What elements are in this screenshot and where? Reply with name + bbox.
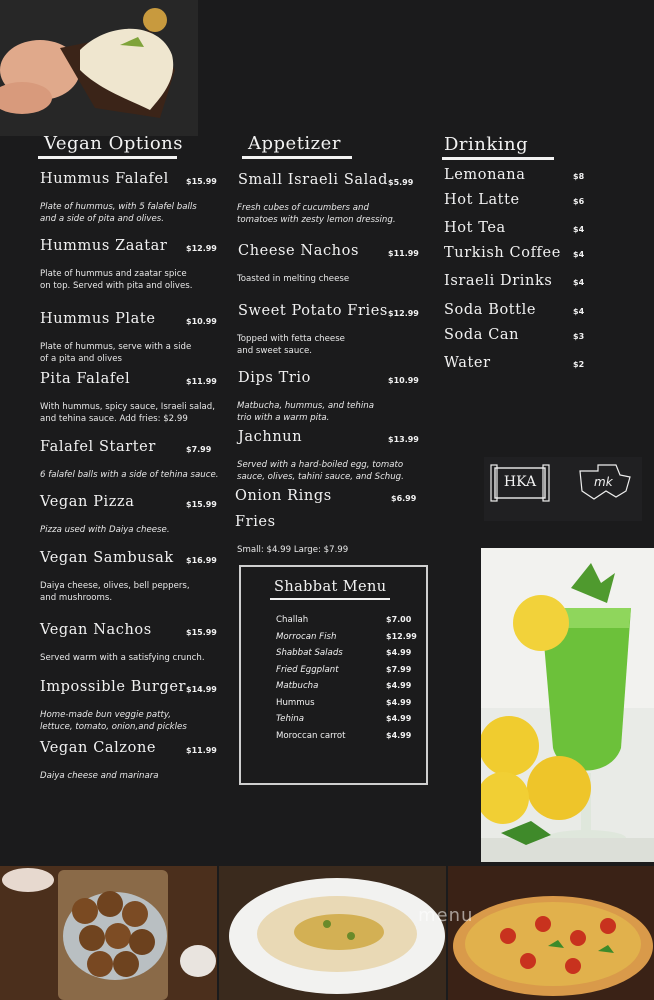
appetizer-item-name: Jachnun [238, 429, 303, 445]
shabbat-item-name: Matbucha [276, 681, 319, 691]
vegan-item-name: Vegan Pizza [40, 494, 135, 510]
vegan-item-name: Impossible Burger [40, 679, 187, 695]
drink-item-price: $4 [573, 250, 585, 259]
appetizer-item-description: Matbucha, hummus, and tehina [237, 401, 374, 411]
shabbat-item-name: Tehina [276, 714, 305, 724]
vegan-item-description: With hummus, spicy sauce, Israeli salad, [40, 402, 215, 412]
vegan-item-description: Plate of hummus, with 5 falafel balls [40, 202, 197, 212]
drink-item-name: Turkish Coffee [444, 245, 561, 261]
shabbat-item-price: $4.99 [386, 697, 412, 707]
vegan-item-price: $16.99 [186, 556, 217, 565]
mk-logo [576, 461, 634, 505]
vegan-item-price: $11.99 [186, 377, 217, 386]
appetizer-item-name: Onion Rings [235, 488, 332, 504]
shabbat-menu-heading: Shabbat Menu [274, 579, 387, 595]
shabbat-item-price: $12.99 [386, 631, 417, 641]
drink-item-price: $8 [573, 172, 585, 181]
vegan-item-description: and mushrooms. [40, 593, 113, 603]
vegan-item-description: of a pita and olives [40, 354, 123, 364]
shabbat-item-name: Morrocan Fish [276, 631, 337, 642]
appetizer-item-description: trio with a warm pita. [237, 413, 330, 423]
drink-item-name: Soda Can [444, 327, 520, 343]
hummus-bite-photo [0, 0, 198, 136]
vegan-item-price: $12.99 [186, 244, 217, 253]
vegan-item-price: $14.99 [186, 685, 217, 694]
appetizer-item-price: $13.99 [388, 435, 419, 444]
appetizer-item-description: sauce, olives, tahini sauce, and Schug. [237, 472, 404, 482]
pizza-photo [448, 866, 654, 1000]
vegan-item-price: $10.99 [186, 317, 217, 326]
drink-item-name: Lemonana [444, 167, 526, 183]
drinking-heading: Drinking [444, 134, 529, 155]
falafel-photo [0, 866, 217, 1000]
drink-item-price: $4 [573, 278, 585, 287]
appetizer-item-price: $6.99 [391, 494, 417, 503]
vegan-item-description: 6 falafel balls with a side of tehina sauce. [40, 470, 219, 480]
vegan-item-name: Hummus Zaatar [40, 238, 168, 254]
shabbat-item-price: $4.99 [386, 714, 412, 723]
vegan-options-underline [38, 156, 177, 159]
appetizer-item-name: Small Israeli Salad [238, 172, 388, 188]
drink-item-name: Hot Tea [444, 220, 506, 236]
mk-logo-text: mk [594, 475, 613, 489]
vegan-item-name: Pita Falafel [40, 371, 131, 387]
vegan-item-price: $15.99 [186, 177, 217, 186]
appetizer-item-description: and sweet sauce. [237, 346, 313, 356]
shabbat-item-price: $4.99 [386, 681, 412, 690]
appetizer-item-price: $11.99 [388, 249, 419, 258]
hummus-plate-photo [219, 866, 446, 1000]
hka-logo [489, 463, 551, 503]
shabbat-item-name: Hummus [276, 697, 315, 708]
vegan-item-description: Plate of hummus, serve with a side [40, 342, 192, 352]
drink-item-name: Soda Bottle [444, 302, 537, 318]
vegan-item-name: Vegan Nachos [40, 622, 152, 638]
shabbat-item-name: Challah [276, 615, 309, 625]
vegan-item-name: Falafel Starter [40, 439, 156, 455]
appetizer-item-description: tomatoes with zesty lemon dressing. [237, 215, 396, 225]
appetizer-underline [242, 156, 352, 159]
vegan-item-description: lettuce, tomato, onion,and pickles [40, 722, 187, 732]
drink-item-price: $4 [573, 225, 585, 234]
lemonana-drink-photo [481, 548, 654, 862]
drink-item-price: $4 [573, 307, 585, 316]
vegan-item-price: $15.99 [186, 500, 217, 509]
hka-logo-text: HKA [503, 474, 537, 490]
shabbat-item-price: $7.99 [386, 664, 412, 674]
appetizer-item-price: $5.99 [388, 178, 414, 187]
drinking-underline [442, 157, 554, 160]
shabbat-item-price: $4.99 [386, 730, 412, 740]
logo-panel [484, 457, 642, 521]
vegan-item-name: Hummus Plate [40, 311, 156, 327]
vegan-item-name: Hummus Falafel [40, 171, 169, 187]
vegan-item-price: $11.99 [186, 746, 217, 755]
vegan-item-price: $15.99 [186, 628, 217, 637]
appetizer-item-description: Served with a hard-boiled egg, tomato [237, 460, 404, 470]
vegan-item-description: Daiya cheese and marinara [40, 771, 159, 781]
appetizer-item-description: Topped with fetta cheese [237, 334, 345, 344]
shabbat-item-name: Fried Eggplant [276, 664, 339, 675]
drink-item-name: Israeli Drinks [444, 273, 553, 289]
drink-item-name: Water [444, 355, 491, 371]
drink-item-price: $6 [573, 197, 585, 206]
appetizer-item-description: Small: $4.99 Large: $7.99 [237, 545, 349, 555]
appetizer-item-name: Cheese Nachos [238, 243, 359, 259]
drink-item-price: $3 [573, 332, 585, 341]
appetizer-item-price: $10.99 [388, 376, 419, 385]
vegan-item-name: Vegan Calzone [40, 740, 157, 756]
vegan-options-heading: Vegan Options [44, 133, 184, 154]
drink-item-name: Hot Latte [444, 192, 520, 208]
appetizer-item-name: Dips Trio [238, 370, 311, 386]
drink-item-price: $2 [573, 360, 585, 369]
vegan-item-name: Vegan Sambusak [40, 550, 174, 566]
vegan-item-price: $7.99 [186, 445, 212, 454]
appetizer-item-description: Toasted in melting cheese [237, 274, 350, 284]
shabbat-menu-underline [270, 598, 390, 600]
shabbat-item-price: $7.00 [386, 615, 412, 624]
appetizer-item-name: Sweet Potato Fries [238, 303, 388, 319]
vegan-item-description: and tehina sauce. Add fries: $2.99 [40, 414, 188, 424]
shabbat-item-price: $4.99 [386, 648, 412, 657]
shabbat-item-name: Moroccan carrot [276, 730, 346, 741]
vegan-item-description: Daiya cheese, olives, bell peppers, [40, 581, 190, 591]
vegan-item-description: and a side of pita and olives. [40, 214, 164, 224]
appetizer-item-description: Fresh cubes of cucumbers and [237, 203, 369, 213]
shabbat-item-name: Shabbat Salads [276, 648, 343, 658]
appetizer-heading: Appetizer [248, 133, 341, 154]
menu-watermark: menu [418, 905, 474, 926]
vegan-item-description: Pizza used with Daiya cheese. [40, 525, 170, 535]
vegan-item-description: Plate of hummus and zaatar spice [40, 269, 187, 279]
vegan-item-description: Home-made bun veggie patty, [40, 710, 171, 720]
vegan-item-description: on top. Served with pita and olives. [40, 281, 193, 291]
vegan-item-description: Served warm with a satisfying crunch. [40, 653, 205, 663]
appetizer-item-price: $12.99 [388, 309, 419, 318]
appetizer-item-name: Fries [235, 514, 276, 530]
